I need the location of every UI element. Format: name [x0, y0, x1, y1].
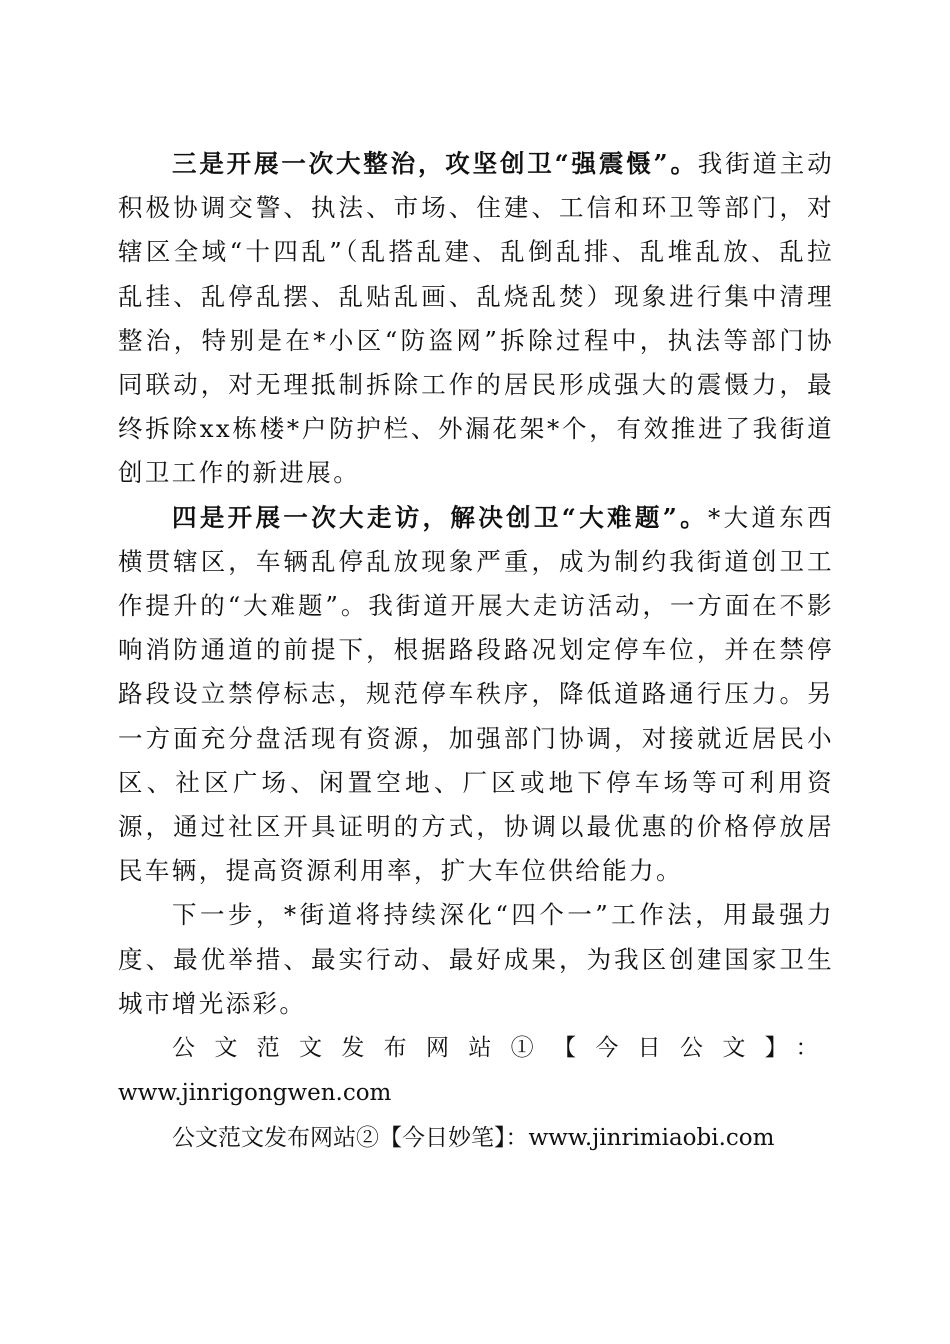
paragraph-next-step-body: 下一步，*街道将持续深化“四个一”工作法，用最强力度、最优举措、最实行动、最好成果，为我区创建国家卫生城市增光添彩。: [118, 900, 834, 1018]
document-page: [118, 142, 834, 1161]
paragraph-three-body: 我街道主动积极协调交警、执法、市场、住建、工信和环卫等部门，对辖区全域“十四乱”（乱搭乱建、乱倒乱排、乱堆乱放、乱拉乱挂、乱停乱摆、乱贴乱画、乱烧乱焚）现象进行集中清理整治，特别是在*小区“防盗网”拆除过程中，执法等部门协同联动，对无理抵制拆除工作的居民形成强大的震慑力，最终拆除xx栋楼*户防护栏、外漏花架*个，有效推进了我街道创卫工作的新进展。: [118, 149, 834, 488]
paragraph-three-heading: 三是开展一次大整治，攻坚创卫“强震慑”。: [172, 149, 698, 178]
paragraph-next-step: [118, 893, 834, 1026]
footer-site-1: [118, 1026, 834, 1116]
footer-site-2-label: 公文范文发布网站②【今日妙笔】：: [172, 1125, 529, 1152]
footer-site-2: [118, 1116, 834, 1161]
footer-site-1-url[interactable]: www.jinrigongwen.com: [118, 1080, 392, 1107]
footer-site-1-label: 公文范文发布网站①【今日公文】：: [172, 1035, 834, 1062]
paragraph-four-heading: 四是开展一次大走访，解决创卫“大难题”。: [172, 502, 708, 532]
paragraph-three: [118, 142, 834, 496]
footer-site-2-url[interactable]: www.jinrimiaobi.com: [528, 1125, 775, 1152]
paragraph-four-body: *大道东西横贯辖区，车辆乱停乱放现象严重，成为制约我街道创卫工作提升的“大难题”。我街道开展大走访活动，一方面在不影响消防通道的前提下，根据路段路况划定停车位，并在禁停路段设立禁停标志，规范停车秩序，降低道路通行压力。另一方面充分盘活现有资源，加强部门协调，对接就近居民小区、社区广场、闲置空地、厂区或地下停车场等可利用资源，通过社区开具证明的方式，协调以最优惠的价格停放居民车辆，提高资源利用率，扩大车位供给能力。: [118, 502, 834, 886]
paragraph-four: [118, 496, 834, 894]
